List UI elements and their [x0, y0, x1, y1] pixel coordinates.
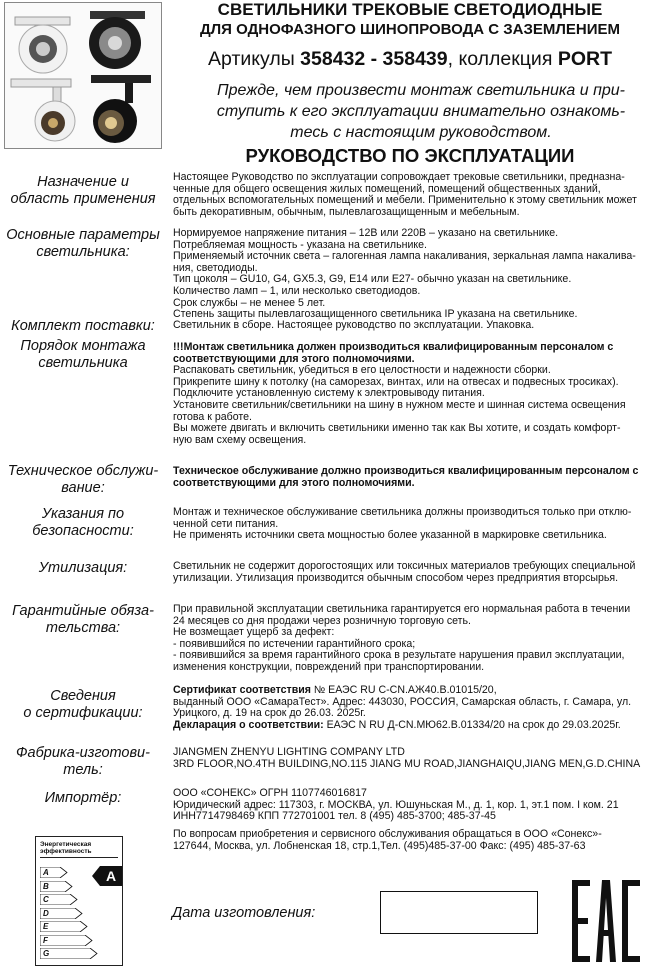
factory-text: JIANGMEN ZHENYU LIGHTING COMPANY LTD 3RD FLOOR,NO.4TH BUILDING,NO.115 JIANG MU ROAD,JIANGHAIQU,JIANG MEN,G.D.CHINA [173, 746, 641, 770]
safety-text: Монтаж и техническое обслуживание светильника должны производиться только при отклю- ченной сети питания. Не применять источники света мощностью более указанной в маркировке светильника. [173, 506, 632, 542]
energy-class-c-bar [40, 894, 78, 905]
energy-class-f-bar [40, 935, 93, 946]
purpose-label: Назначение и область применения [10, 174, 156, 207]
energy-rating: A [106, 868, 117, 884]
importer-label: Импортёр: [44, 790, 122, 806]
disposal-label: Утилизация: [38, 560, 128, 576]
energy-label-title: Энергетическая эффективность [40, 841, 92, 855]
maintenance-text: Техническое обслуживание должно производиться квалифицированным персоналом с соответствующими для этого полномочиями. [173, 465, 639, 489]
articles-line: Артикулы 358432 - 358439, коллекция PORT [208, 48, 612, 70]
black-spotlight-photo [89, 11, 145, 69]
energy-class-label: C [43, 895, 49, 904]
black-spotlight-photo-2 [91, 75, 151, 143]
params-label: Основные параметры светильника: [6, 227, 160, 260]
mounting-label: Порядок монтажа светильника [20, 338, 146, 371]
params-text: Нормируемое напряжение питания – 12В или 220В – указано на светильнике. Потребляемая мощность - указана на светильнике. Применяемый источник света – галогенная лампа накаливания, зеркальная лампа накалива- ния, светодиоды. Тип цоколя – GU10, G4, GX5.3, G9, E14 или E27- обычно указан на светильнике. Количество ламп – 1, или несколько светодиодов. Срок службы – не менее 5 лет. Степень защиты пылевлагозащищенного светильника IP указана на светильнике. [173, 227, 636, 321]
articles-range: 358432 - 358439 [300, 48, 448, 70]
energy-class-label: G [43, 949, 50, 958]
white-spotlight-photo-2 [11, 79, 75, 141]
kit-label: Комплект поставки: [11, 318, 155, 334]
energy-class-label: E [43, 922, 49, 931]
warning-notice: Прежде, чем произвести монтаж светильника и при- ступить к его эксплуатации внимательно ознакомь- тесь с настоящим руководством. [216, 82, 626, 141]
energy-class-a-bar [40, 867, 68, 878]
maintenance-label: Техническое обслужи- вание: [7, 463, 159, 496]
disposal-text: Светильник не содержит дорогостоящих или токсичных материалов требующих специальной утилизации. Утилизация производится обычным способом через предприятия вторсырья. [173, 560, 636, 584]
manual-title: РУКОВОДСТВО ПО ЭКСПЛУАТАЦИИ [245, 145, 575, 166]
energy-class-label: B [43, 881, 49, 891]
eac-mark [570, 878, 642, 964]
energy-efficiency-label [35, 836, 123, 966]
document-title: СВЕТИЛЬНИКИ ТРЕКОВЫЕ СВЕТОДИОДНЫЕ [217, 0, 603, 19]
manufacture-date-label: Дата изготовления: [172, 905, 316, 921]
safety-label: Указания по безопасности: [32, 506, 134, 539]
importer-text: ООО «СОНЕКС» ОГРН 1107746016817 Юридический адрес: 117303, г. МОСКВА, ул. Юшуньская М., д. 1, кор. 1, эт.1 пом. I ком. 21 ИНН7714798469 КПП 772701001 тел. 8 (495) 485-3700; 485-37-45 [173, 787, 619, 823]
factory-label: Фабрика-изготови- тель: [16, 745, 150, 778]
kit-text: Светильник в сборе. Настоящее руководство по эксплуатации. Упаковка. [173, 319, 535, 331]
warranty-text: При правильной эксплуатации светильника гарантируется его нормальная работа в течении 24 месяцев со дня продажи через розничную торговую сеть. Не возмещает ущерб за дефект: - появившийся по истечении гарантийного срока; - появившийся за время гарантийного срока в результате нарушения правил эксплуатации, изменения конструкции, повреждений при транспортировании. [173, 603, 631, 673]
warranty-label: Гарантийные обяза- тельства: [12, 603, 154, 636]
purpose-text: Настоящее Руководство по эксплуатации сопровождает трековые светильники, предназна- ченные для общего освещения жилых помещений, помещений общественных зданий, отдельных вспомогательных помещений и мебели. Применительно к этому светильник может быть декоративным, обычным, пылевлагозащищенным и мебельным. [173, 171, 637, 218]
product-photos [4, 2, 162, 149]
service-contact-text: По вопросам приобретения и сервисного обслуживания обращаться в ООО «Сонекс»- 127644, Москва, ул. Лобненская 18, стр.1,Тел. (495)485-37-00 Факс: (495) 485-37-63 [173, 828, 602, 852]
energy-class-label: F [43, 935, 48, 945]
energy-class-b-bar [40, 881, 73, 892]
energy-class-label: A [43, 868, 49, 877]
certification-label: Сведения о сертификации: [23, 688, 143, 721]
energy-class-d-bar [40, 908, 83, 919]
collection-name: PORT [557, 48, 612, 70]
energy-class-e-bar [40, 921, 88, 932]
white-spotlight-photo [15, 17, 70, 73]
manufacture-date-field [380, 891, 538, 934]
energy-class-g-bar [40, 948, 98, 959]
document-subtitle: ДЛЯ ОДНОФАЗНОГО ШИНОПРОВОДА С ЗАЗЕМЛЕНИЕМ [199, 21, 621, 38]
energy-class-label: D [43, 908, 49, 918]
mounting-text: !!!Монтаж светильника должен производиться квалифицированным персоналом с соответствующими для этого полномочиями. Распаковать светильник, убедиться в его целостности и надежности сборки. Прикрепите шину к потолку (на саморезах, винтах, или на отвесах и подвесных тросиках). Подключите установленную систему к электровыводу питания. Установите светильник/светильники на шину в нужном месте и шинная система освещения готова к работе. Вы можете двигать и включить светильники именно так как Вы хотите, и создать комфорт- ную вам схему освещения. [173, 341, 626, 446]
certification-text: Сертификат соответствия № ЕАЭС RU C-CN.АЖ40.В.01015/20, выданный ООО «СамараТест». Адрес: 443030, РОССИЯ, Самарская область, г. Самара, ул. Урицкого, д. 19 на срок до 26.03. 2025г. Декларация о соответствии: ЕАЭС N RU Д-CN.МЮ62.В.01334/20 на срок до 29.03.2025г. [173, 684, 632, 731]
